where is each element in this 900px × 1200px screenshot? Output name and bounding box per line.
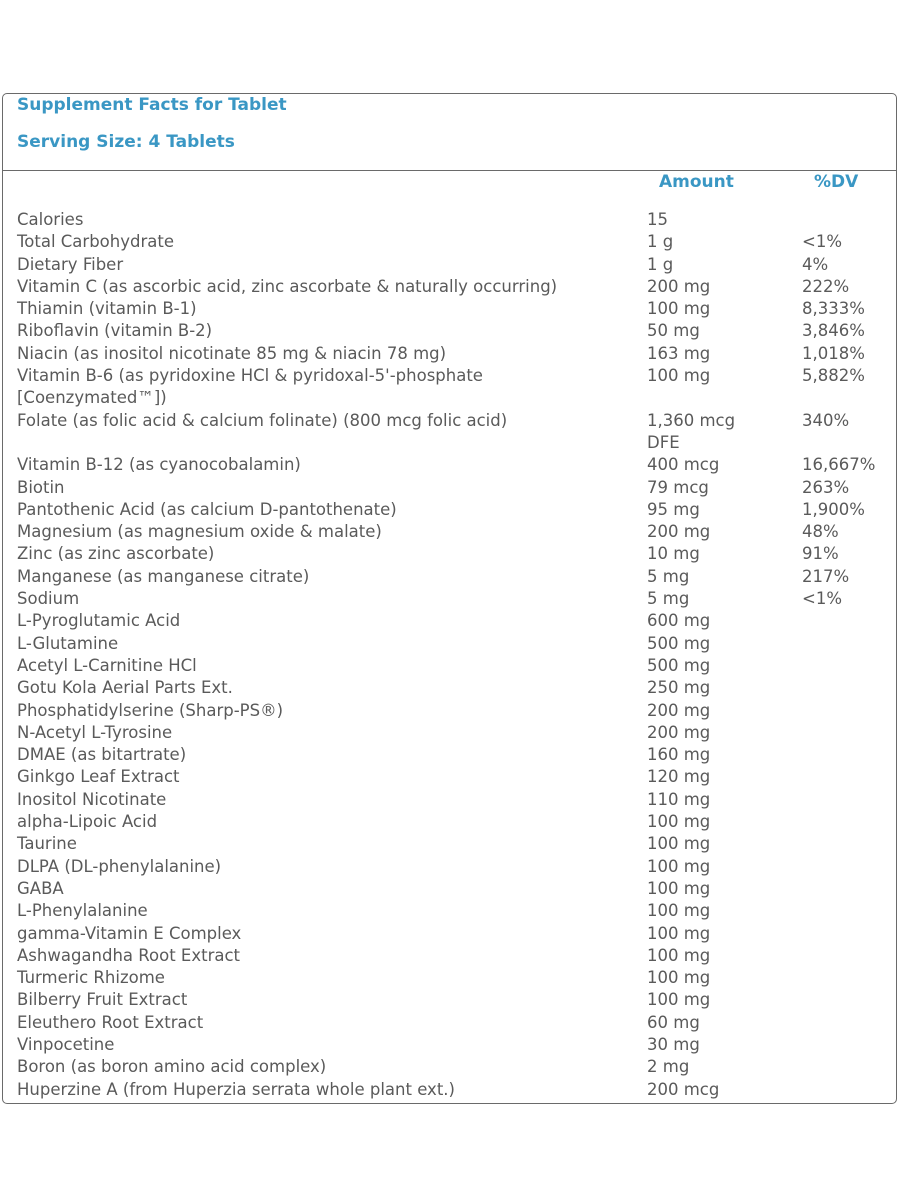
nutrient-dv: 91% <box>802 544 839 564</box>
nutrient-dv <box>802 789 887 811</box>
nutrient-amount: 100 mg <box>647 856 711 876</box>
nutrient-name: Ashwagandha Root Extract <box>17 945 240 965</box>
nutrient-amount: 200 mg <box>647 700 711 720</box>
nutrient-dv <box>802 655 887 677</box>
table-row <box>17 254 897 276</box>
nutrient-dv <box>802 878 887 900</box>
nutrient-dv <box>802 700 887 722</box>
nutrient-name: Magnesium (as magnesium oxide & malate) <box>17 522 382 542</box>
nutrient-amount: 200 mcg <box>647 1079 720 1099</box>
nutrient-amount: 1 g <box>647 232 674 252</box>
table-row <box>17 432 897 454</box>
table-row <box>17 387 897 409</box>
nutrient-name: Manganese (as manganese citrate) <box>17 566 310 586</box>
table-row <box>17 989 897 1011</box>
nutrient-dv <box>802 900 887 922</box>
nutrient-amount: DFE <box>647 432 680 452</box>
table-row <box>17 744 897 766</box>
nutrient-amount: 100 mg <box>647 299 711 319</box>
nutrient-name: Folate (as folic acid & calcium folinate) (800 mcg folic acid) <box>17 410 508 430</box>
nutrient-amount: 5 mg <box>647 566 690 586</box>
nutrient-name: Pantothenic Acid (as calcium D-pantothenate) <box>17 499 397 519</box>
table-row <box>17 610 897 632</box>
nutrient-name: Niacin (as inositol nicotinate 85 mg & niacin 78 mg) <box>17 343 447 363</box>
nutrient-dv: 8,333% <box>802 299 865 319</box>
nutrient-name: DLPA (DL-phenylalanine) <box>17 856 222 876</box>
nutrient-amount: 163 mg <box>647 343 711 363</box>
nutrient-amount: 15 <box>647 210 668 229</box>
nutrient-name: Total Carbohydrate <box>17 232 174 252</box>
nutrient-dv <box>802 1034 887 1056</box>
nutrient-amount: 100 mg <box>647 923 711 943</box>
nutrient-name: Taurine <box>17 834 77 854</box>
nutrient-dv: 3,846% <box>802 321 865 341</box>
nutrient-amount: 200 mg <box>647 276 711 296</box>
nutrient-amount: 95 mg <box>647 499 700 519</box>
nutrient-name: gamma-Vitamin E Complex <box>17 923 242 943</box>
nutrient-name: Thiamin (vitamin B-1) <box>17 299 197 319</box>
table-row <box>17 878 897 900</box>
serving-size: Serving Size: 4 Tablets <box>17 132 235 152</box>
table-row <box>17 700 897 722</box>
nutrient-amount: 100 mg <box>647 901 711 921</box>
nutrient-dv: <1% <box>802 232 843 252</box>
nutrient-name: Ginkgo Leaf Extract <box>17 767 180 787</box>
table-row <box>17 766 897 788</box>
table-row <box>17 967 897 989</box>
nutrient-dv <box>802 923 887 945</box>
nutrient-amount: 100 mg <box>647 834 711 854</box>
nutrient-name: L-Glutamine <box>17 633 119 653</box>
nutrient-amount: 60 mg <box>647 1012 700 1032</box>
panel-title: Supplement Facts for Tablet <box>17 95 287 115</box>
nutrient-dv <box>802 744 887 766</box>
nutrient-name: Turmeric Rhizome <box>17 968 165 988</box>
nutrient-name: Riboflavin (vitamin B-2) <box>17 321 213 341</box>
table-row <box>17 209 897 231</box>
nutrient-name: Dietary Fiber <box>17 254 124 274</box>
table-row <box>17 1012 897 1034</box>
nutrient-amount: 500 mg <box>647 633 711 653</box>
nutrient-dv: 217% <box>802 566 850 586</box>
nutrient-dv: 1,018% <box>802 343 865 363</box>
nutrient-dv: 5,882% <box>802 366 865 386</box>
nutrient-dv <box>802 209 887 231</box>
dv-column-header: %DV <box>814 172 859 192</box>
nutrient-dv: 16,667% <box>802 455 876 475</box>
nutrient-amount: 10 mg <box>647 544 700 564</box>
header-divider <box>3 170 896 171</box>
table-row <box>17 677 897 699</box>
table-row <box>17 633 897 655</box>
table-row <box>17 454 897 476</box>
nutrient-dv: 48% <box>802 522 839 542</box>
nutrient-name: Vitamin B-12 (as cyanocobalamin) <box>17 455 301 475</box>
table-row <box>17 521 897 543</box>
nutrient-dv: 4% <box>802 254 829 274</box>
table-row <box>17 477 897 499</box>
nutrient-name: Inositol Nicotinate <box>17 789 167 809</box>
table-row <box>17 1034 897 1056</box>
nutrient-name: Vitamin B-6 (as pyridoxine HCl & pyridoxal-5'-phosphate <box>17 366 483 386</box>
nutrient-amount: 30 mg <box>647 1034 700 1054</box>
nutrient-name: Zinc (as zinc ascorbate) <box>17 544 215 564</box>
nutrient-dv <box>802 722 887 744</box>
nutrient-name: L-Phenylalanine <box>17 901 148 921</box>
nutrient-dv <box>802 387 887 409</box>
table-row <box>17 900 897 922</box>
nutrient-dv <box>802 1056 887 1078</box>
nutrient-dv: 263% <box>802 477 850 497</box>
nutrient-name: Huperzine A (from Huperzia serrata whole plant ext.) <box>17 1079 455 1099</box>
nutrient-amount: 1,360 mcg <box>647 410 736 430</box>
nutrient-dv <box>802 856 887 878</box>
nutrient-name: Eleuthero Root Extract <box>17 1012 204 1032</box>
nutrient-dv <box>802 610 887 632</box>
nutrient-name: [Coenzymated™]) <box>17 388 167 408</box>
table-row <box>17 833 897 855</box>
table-row <box>17 499 897 521</box>
nutrient-amount: 110 mg <box>647 789 711 809</box>
nutrient-amount: 100 mg <box>647 990 711 1010</box>
nutrient-dv: <1% <box>802 589 843 609</box>
nutrient-amount: 120 mg <box>647 767 711 787</box>
nutrient-name: N-Acetyl L-Tyrosine <box>17 722 173 742</box>
nutrient-name: Gotu Kola Aerial Parts Ext. <box>17 678 233 698</box>
table-row <box>17 923 897 945</box>
nutrient-name: Sodium <box>17 589 80 609</box>
nutrient-name: Boron (as boron amino acid complex) <box>17 1057 327 1077</box>
table-row <box>17 945 897 967</box>
nutrient-dv: 222% <box>802 276 850 296</box>
table-row <box>17 365 897 387</box>
nutrient-name: Bilberry Fruit Extract <box>17 990 188 1010</box>
nutrient-rows <box>17 209 897 1101</box>
table-row <box>17 320 897 342</box>
table-row <box>17 298 897 320</box>
table-row <box>17 543 897 565</box>
nutrient-dv <box>802 967 887 989</box>
nutrient-name: Phosphatidylserine (Sharp-PS®) <box>17 700 284 720</box>
table-row <box>17 410 897 432</box>
nutrient-name: Acetyl L-Carnitine HCl <box>17 655 197 675</box>
table-row <box>17 856 897 878</box>
nutrient-dv <box>802 811 887 833</box>
table-row <box>17 588 897 610</box>
table-row <box>17 1079 897 1101</box>
nutrient-dv: 340% <box>802 410 850 430</box>
table-row <box>17 1056 897 1078</box>
nutrient-dv <box>802 833 887 855</box>
nutrient-dv <box>802 766 887 788</box>
nutrient-dv: 1,900% <box>802 499 865 519</box>
nutrient-name: Calories <box>17 210 84 229</box>
nutrient-amount: 2 mg <box>647 1057 690 1077</box>
table-row <box>17 722 897 744</box>
nutrient-amount: 250 mg <box>647 678 711 698</box>
nutrient-amount: 100 mg <box>647 366 711 386</box>
table-row <box>17 231 897 253</box>
table-row <box>17 276 897 298</box>
supplement-facts-panel <box>2 93 897 1104</box>
nutrient-amount: 160 mg <box>647 745 711 765</box>
nutrient-amount: 100 mg <box>647 878 711 898</box>
nutrient-amount: 200 mg <box>647 722 711 742</box>
nutrient-amount: 600 mg <box>647 611 711 631</box>
nutrient-name: Biotin <box>17 477 65 497</box>
table-row <box>17 655 897 677</box>
nutrient-amount: 1 g <box>647 254 674 274</box>
nutrient-dv <box>802 432 887 454</box>
nutrient-dv <box>802 989 887 1011</box>
nutrient-amount: 500 mg <box>647 655 711 675</box>
nutrient-amount: 100 mg <box>647 968 711 988</box>
nutrient-dv <box>802 677 887 699</box>
table-row <box>17 789 897 811</box>
nutrient-amount: 100 mg <box>647 945 711 965</box>
table-row <box>17 343 897 365</box>
nutrient-amount: 79 mcg <box>647 477 709 497</box>
nutrient-amount <box>647 387 802 409</box>
nutrient-dv <box>802 945 887 967</box>
nutrient-name: alpha-Lipoic Acid <box>17 812 158 832</box>
nutrient-amount: 50 mg <box>647 321 700 341</box>
nutrient-dv <box>802 1012 887 1034</box>
nutrient-amount: 5 mg <box>647 589 690 609</box>
table-row <box>17 566 897 588</box>
nutrient-name: DMAE (as bitartrate) <box>17 745 187 765</box>
nutrient-name: GABA <box>17 878 64 898</box>
nutrient-amount: 100 mg <box>647 812 711 832</box>
nutrient-name <box>17 432 647 454</box>
nutrient-dv <box>802 633 887 655</box>
amount-column-header: Amount <box>659 172 734 192</box>
nutrient-name: L-Pyroglutamic Acid <box>17 611 181 631</box>
nutrient-name: Vinpocetine <box>17 1034 115 1054</box>
nutrient-amount: 400 mcg <box>647 455 720 475</box>
table-row <box>17 811 897 833</box>
nutrient-amount: 200 mg <box>647 522 711 542</box>
nutrient-name: Vitamin C (as ascorbic acid, zinc ascorbate & naturally occurring) <box>17 276 558 296</box>
nutrient-dv <box>802 1079 887 1101</box>
